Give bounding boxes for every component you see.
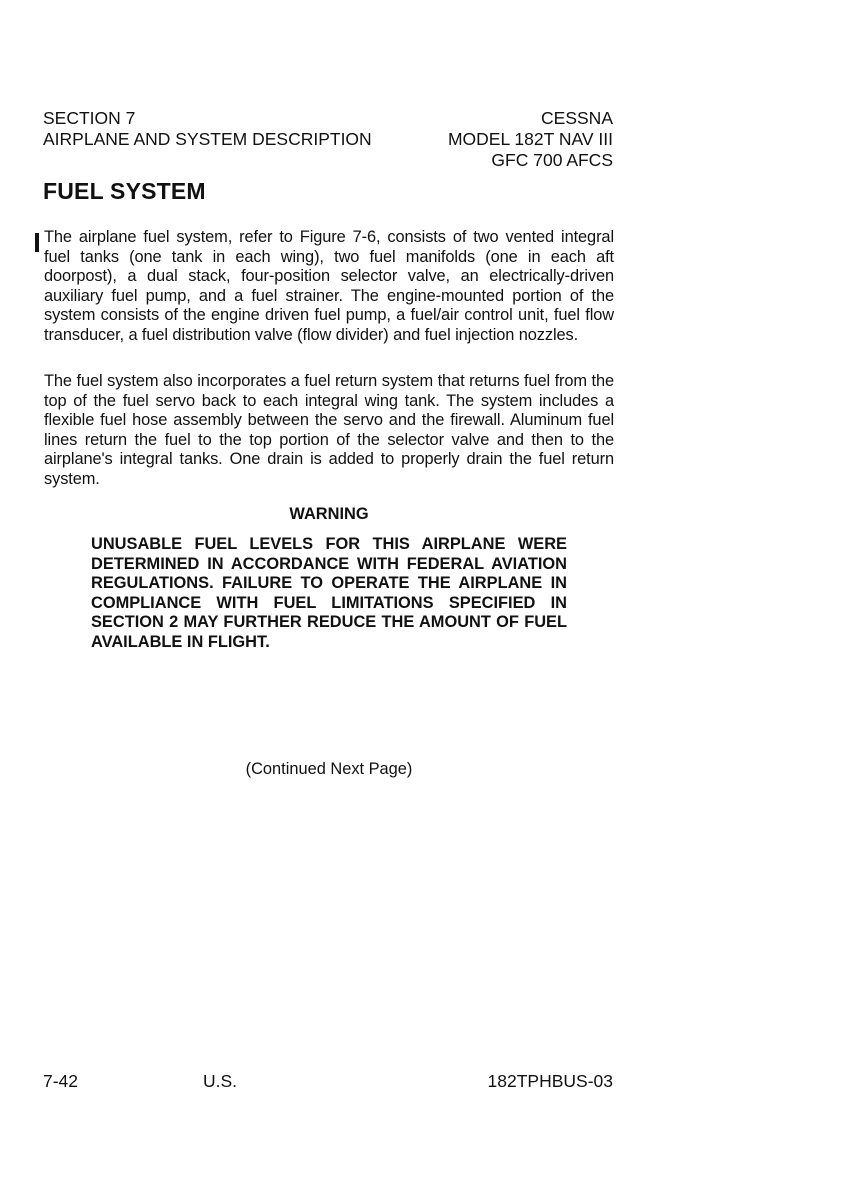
manufacturer: CESSNA bbox=[541, 108, 613, 128]
page-header-right bbox=[448, 108, 613, 171]
section-number: SECTION 7 bbox=[43, 108, 136, 128]
page-header-left bbox=[43, 108, 372, 150]
autopilot-system: GFC 700 AFCS bbox=[491, 150, 613, 170]
paragraph-fuel-return-system: The fuel system also incorporates a fuel return system that returns fuel from the top of the fuel servo back to each integral wing tank. The system includes a flexible fuel hose assembly between the servo and the firewall. Aluminum fuel lines return the fuel to the top portion of the selector valve and then to the airplane's integral tanks. One drain is added to properly drain the fuel return system. bbox=[44, 372, 614, 488]
model: MODEL 182T NAV III bbox=[447, 129, 613, 149]
revision-change-bar bbox=[35, 233, 39, 252]
document-id: 182TPHBUS-03 bbox=[487, 1071, 613, 1091]
page-number: 7-42 bbox=[43, 1071, 79, 1091]
warning-body: UNUSABLE FUEL LEVELS FOR THIS AIRPLANE WERE DETERMINED IN ACCORDANCE WITH FEDERAL AVIATION REGULATIONS. FAILURE TO OPERATE THE AIRPLANE IN COMPLIANCE WITH FUEL LIMITATIONS SPECIFIED IN SECTION 2 MAY FURTHER REDUCE THE AMOUNT OF FUEL AVAILABLE IN FLIGHT. bbox=[91, 535, 567, 651]
warning-title: WARNING bbox=[289, 505, 369, 523]
region-label: U.S. bbox=[203, 1071, 238, 1091]
continued-next-page: (Continued Next Page) bbox=[245, 760, 413, 778]
section-name: AIRPLANE AND SYSTEM DESCRIPTION bbox=[43, 129, 372, 149]
section-title: FUEL SYSTEM bbox=[43, 178, 206, 204]
paragraph-fuel-system-overview: The airplane fuel system, refer to Figure 7-6, consists of two vented integral fuel tanks (one tank in each wing), two fuel manifolds (one in each aft doorpost), a dual stack, four-position selector valve, an electrically-driven auxiliary fuel pump, and a fuel strainer. The engine-mounted portion of the system consists of the engine driven fuel pump, a fuel/air control unit, fuel flow transducer, a fuel distribution valve (flow divider) and fuel injection nozzles. bbox=[44, 228, 614, 344]
